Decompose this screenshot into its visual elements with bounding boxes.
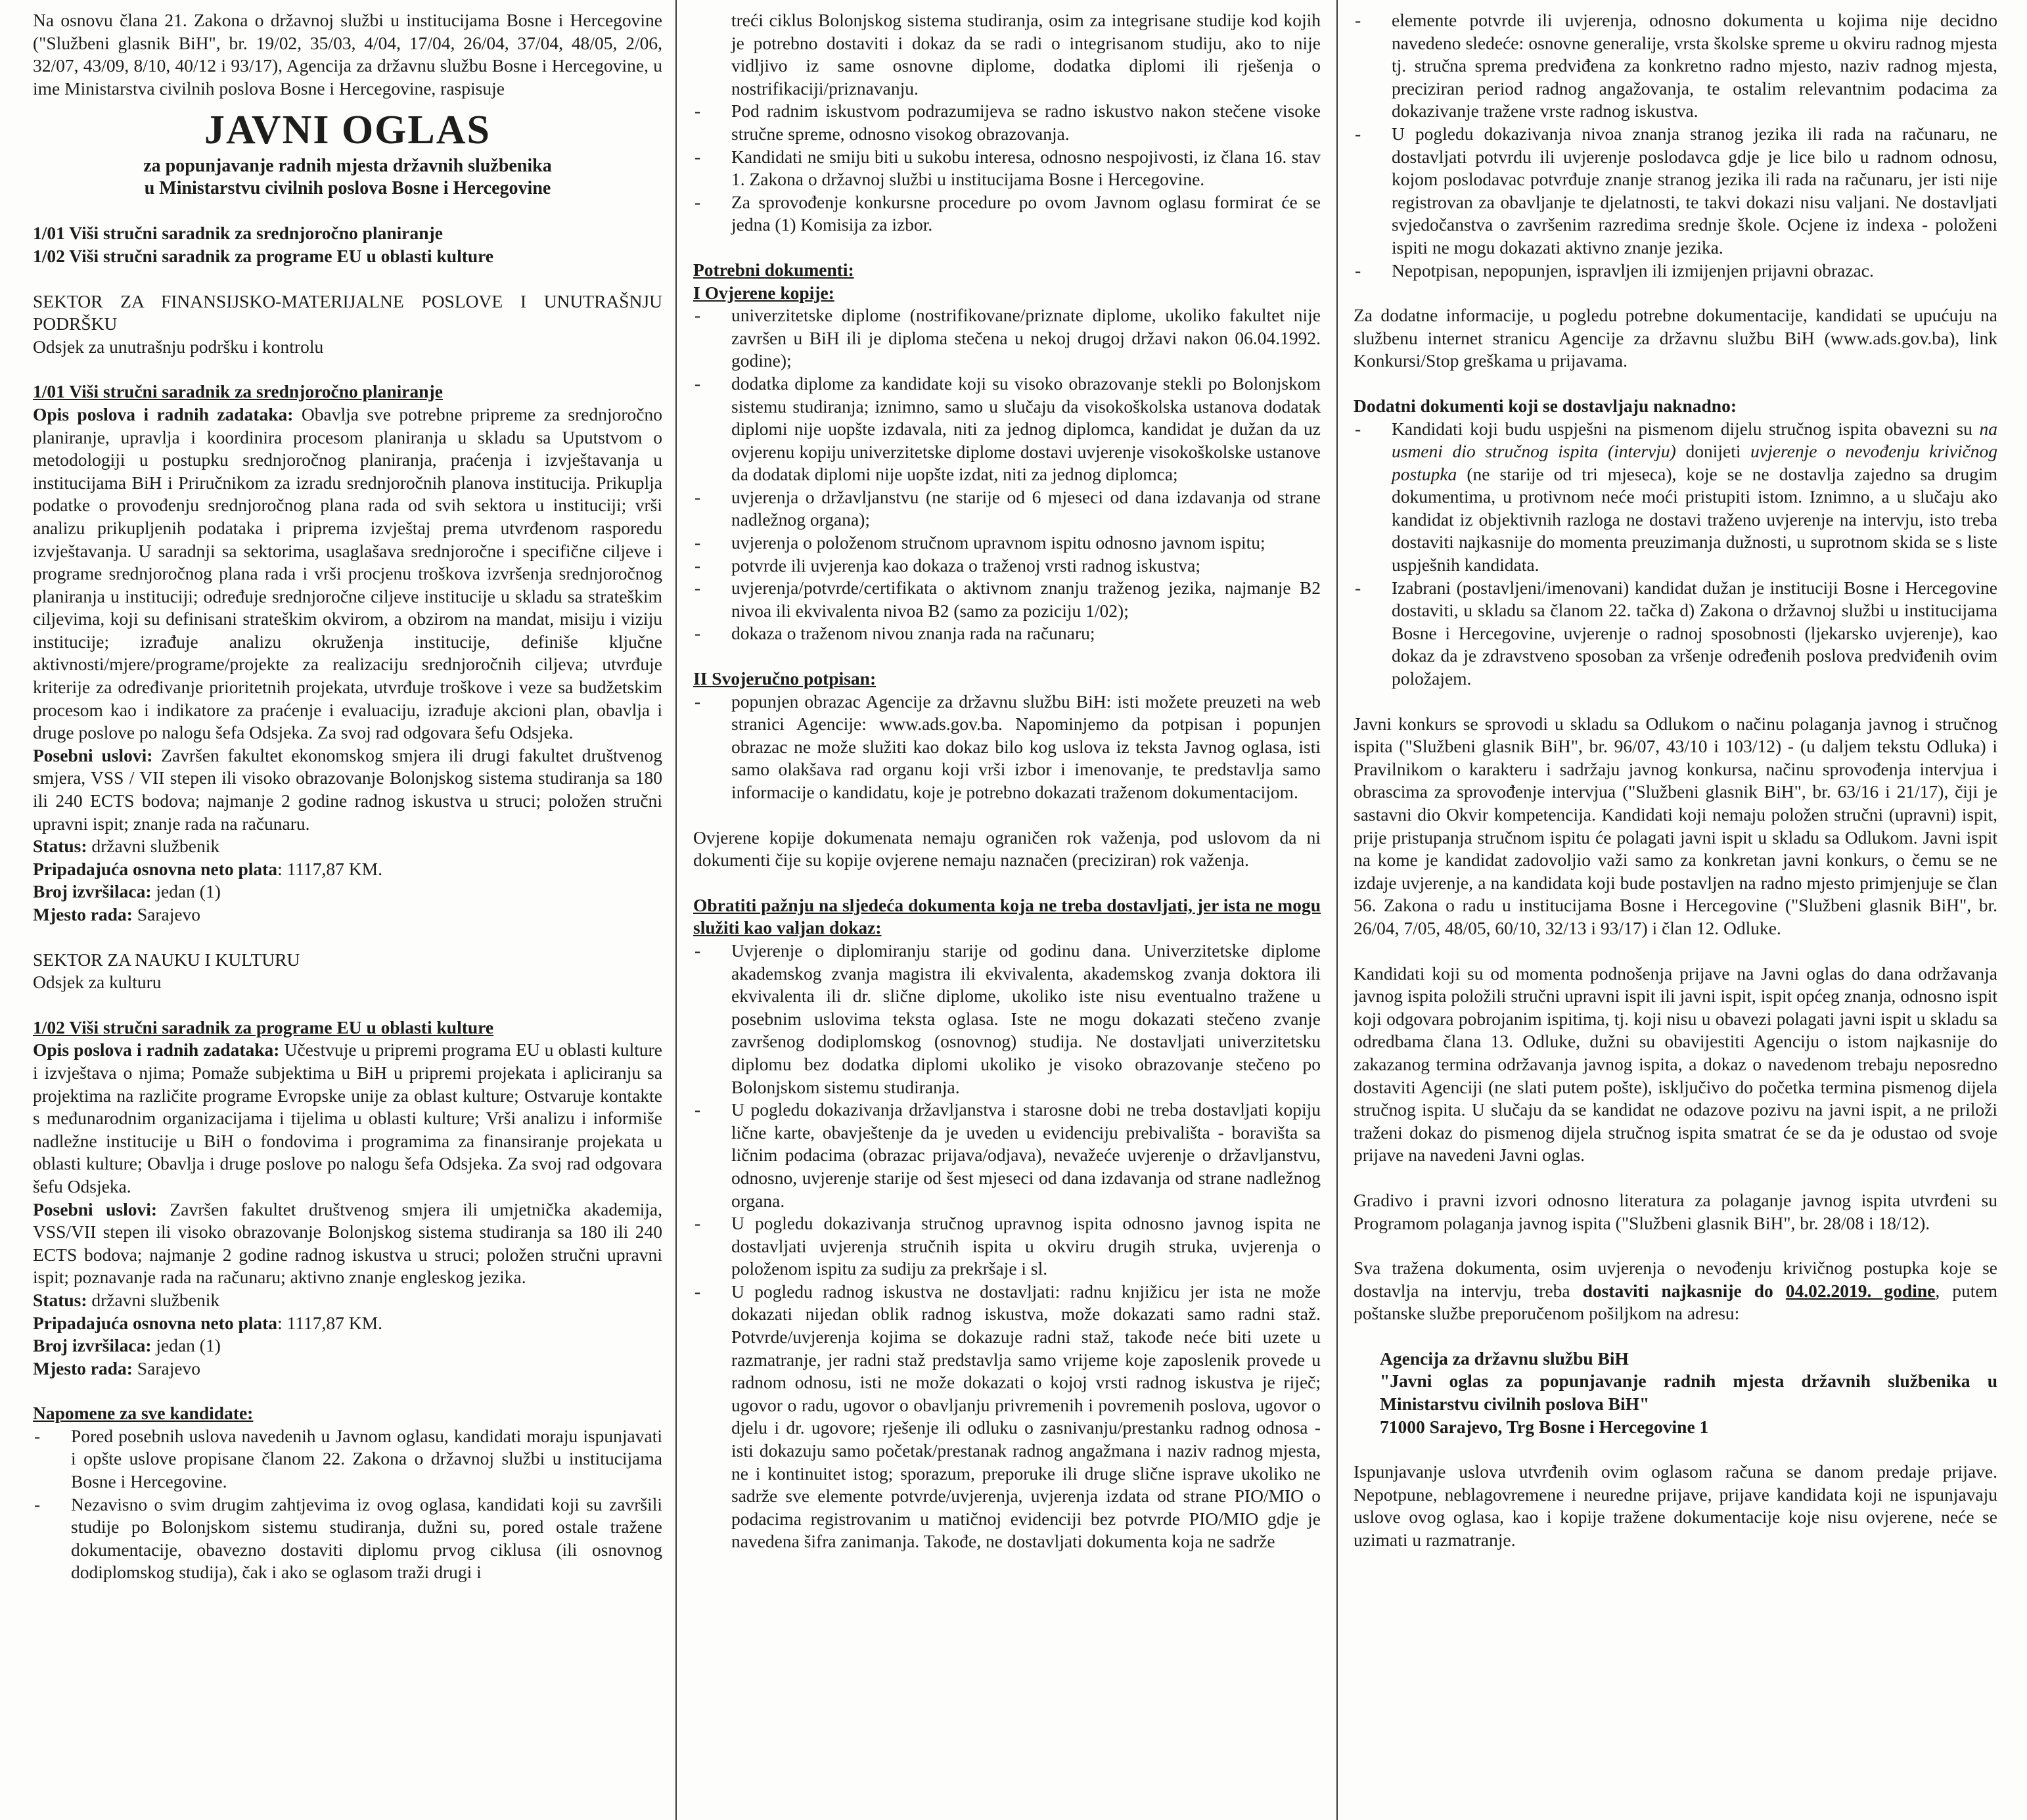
attention-list bbox=[693, 940, 1321, 1553]
position-1-count: Broj izvršilaca: jedan (1) bbox=[33, 881, 221, 902]
list-item: - U pogledu dokazivanja nivoa znanja stranog jezika ili rada na računaru, ne dostavljati potvrdu ili uvjerenje poslodavca gdje je lice bilo u radnom odnosu, kojom poslodavac potvrđuje znanje stranog jezika ili rada na računaru, jer isti nije registrovan za obavljanje te djelatnosti, te takvi dokazi nisu valjani. Ne dostavljati svjedočanstva o završenim razredima srednje škole. Ocjene iz indexa - položeni ispiti ne mogu dokazati aktivno znanje jezika. bbox=[1354, 123, 1997, 260]
list-item: - Nezavisno o svim drugim zahtjevima iz ovog oglasa, kandidati koji su završili studije po Bolonjskom sistemu studiranja, dužni su, pored ostale tražene dokumentacije, obavezno dostaviti diplomu prvog ciklusa (ili osnovnog dodiplomskog studija), čak i ako se oglasom traži drugi i bbox=[33, 1493, 662, 1584]
sector-1: SEKTOR ZA FINANSIJSKO-MATERIJALNE POSLOVE I UNUTRAŠNJU PODRŠKU bbox=[33, 290, 662, 334]
documents-list-2 bbox=[693, 691, 1321, 804]
position-2-title: 1/02 Viši stručni saradnik za programe EU u oblasti kulture bbox=[33, 245, 494, 266]
intro-paragraph: Na osnovu člana 21. Zakona o državnoj službi u institucijama Bosne i Hercegovine ("Službeni glasnik BiH", br. 19/02, 35/03, 4/04, 17/04, 26/04, 37/04, 48/05, 2/06, 32/07, 43/09, 8/10, 40/12 i 93/17), Agencija za državnu službu Bosne i Hercegovine, u ime Ministarstva civilnih poslova Bosne i Hercegovine, raspisuje bbox=[33, 10, 662, 99]
list-item: - U pogledu dokazivanja državljanstva i starosne dobi ne treba dostavljati kopiju lične karte, obavještenje da je uveden u evidenciju prebivališta - boravišta sa ličnim podacima (obrazac prijava/odjava), nevažeće uvjerenje o državljanstvu, odnosno, uvjerenje starije od šest mjeseci od dana izdavanja od strane nadležnog organa. bbox=[693, 1099, 1321, 1212]
documents-list-1 bbox=[693, 304, 1321, 645]
position-1-title: 1/01 Viši stručni saradnik za srednjoročno planiranje bbox=[33, 223, 443, 244]
list-item: - univerzitetske diplome (nostrifikovane/priznate diplome, ukoliko fakultet nije završen u BiH ili je diploma stečena u nekoj drugoj državi nakon 06.04.1992. godine); bbox=[693, 304, 1321, 373]
announcement-subtitle-1: za popunjavanje radnih mjesta državnih službenika bbox=[143, 156, 552, 177]
position-1-description: Opis poslova i radnih zadataka: Obavlja sve potrebne pripreme za srednjoročno planiranje, upravlja i koordinira procesom planiranja u skladu sa Uputstvom o metodologiji u postupku srednjoročnog planiranja, praćenja i izvještavanja u institucijama BiH i Priručnikom za izradu srednjoročnih planova institucija. Prikuplja podatke o provođenju srednjoročnog plana rada od svih sektora u instituciji; vrši analizu prikupljenih podataka i priprema izvještaj prema utvrđenom rasporedu izvještavanja. U saradnji sa sektorima, usaglašava srednjoročne i specifične ciljeve i programe srednjoročnog plana rada i vrši procjenu troškova izvršenja srednjoročnog planiranja u instituciji; određuje srednjoročne ciljeve institucije u skladu sa strateškim ciljevima, koji su definisani strateškim okvirom, a obzirom na mandat, misiju i viziju institucije; izrađuje analizu okruženja institucije, definiše ključne aktivnosti/mjere/programe/projekte za realizaciju srednjoročnih ciljeva; utvrđuje kriterije za određivanje prioritetnih projekata, utvrđuje troškove i veze sa budžetskim procesom kao i indikatore za praćenje i evaluaciju, izrađuje akcioni plan, obavlja i druge poslove po nalogu šefa Odsjeka. Za svoj rad odgovara šefu Odsjeka. bbox=[33, 403, 662, 743]
additional-docs-heading: Dodatni dokumenti koji se dostavljaju naknadno: bbox=[1354, 395, 1737, 416]
list-item: - dokaza o traženom nivou znanja rada na računaru; bbox=[693, 622, 1321, 645]
position-2-status: Status: državni službenik bbox=[33, 1289, 220, 1310]
position-1-salary: Pripadajuća osnovna neto plata: 1117,87 KM. bbox=[33, 858, 382, 879]
announcement-subtitle-2: u Ministarstvu civilnih poslova Bosne i Hercegovine bbox=[144, 178, 551, 199]
list-item: - uvjerenja o državljanstvu (ne starije od 6 mjeseci od dana izdavanja od strane nadležnog organa); bbox=[693, 486, 1321, 532]
list-item: - potvrde ili uvjerenja kao dokaza o traženoj vrsti radnog iskustva; bbox=[693, 555, 1321, 578]
info-paragraph: Za dodatne informacije, u pogledu potrebne dokumentacije, kandidati se upućuju na službenu internet stranicu Agencije za državnu službu BiH (www.ads.gov.ba), link Konkursi/Stop greškama u prijavama. bbox=[1354, 305, 1997, 371]
additional-docs-list bbox=[1354, 418, 1997, 691]
position-2-salary: Pripadajuća osnovna neto plata: 1117,87 KM. bbox=[33, 1312, 382, 1333]
address-agency: Agencija za državnu službu BiH bbox=[1380, 1348, 1629, 1369]
column-1 bbox=[33, 9, 662, 1820]
deadline-paragraph: Sva tražena dokumenta, osim uvjerenja o nevođenju krivičnog postupka koje se dostavlja na intervju, treba dostaviti najkasnije do 04.02.2019. godine, putem poštanske službe preporučenom pošiljkom na adresu: bbox=[1354, 1258, 1997, 1324]
list-item: - elemente potvrde ili uvjerenja, odnosno dokumenta u kojima nije decidno navedeno sledeće: osnovne generalije, vrsta školske spreme u okviru radnog mjesta tj. stručna sprema predviđena za konkretno radno mjesto, naziv radnog mjesta, preciziran period radnog angažovanja, te ostalim relevantnim podacima za dokazivanje tražene vrste radnog iskustva. bbox=[1354, 9, 1997, 123]
announcement-title: JAVNI OGLAS bbox=[204, 108, 491, 153]
column-divider bbox=[675, 0, 677, 1820]
list-item: - uvjerenja/potvrde/certifikata o aktivnom znanju traženog jezika, najmanje B2 nivoa ili ekvivalenta nivoa B2 (samo za poziciju 1/02); bbox=[693, 577, 1321, 622]
list-item: - U pogledu radnog iskustva ne dostavljati: radnu knjižicu jer ista ne može dokazati nijedan oblik radnog iskustva, može dokazati samo radni staž. Potvrde/uvjerenja kojima se dokazuje radni staž, takođe neće biti uzete u razmatranje, jer radni staž predstavlja samo vrijeme koje zaposlenik provede u radnom odnosu, isti ne može dokazati o kojoj vrsti radnog iskustva je riječ; ugovor o radu, ugovor o obavljanju privremenih i povremenih poslova, ugovor o djelu i dr. ugovore; rješenje ili odluku o zasnivanju/prestanku radnog odnosa - isti dokazuju samo početak/prestanak radnog angažmana i naziv radnog mjesta, ne i kontinuitet istog; sporazum, preporuke ili druge slične isprave ukoliko ne sadrže sve elemente potvrde/uvjerenja, uvjerenja izdata od strane PIO/MIO o podacima registrovanim u matičnoj evidenciji bez potvrde PIO/MIO gdje je navedena šifra zanimanja. Takođe, ne dostavljati dokumenta koja ne sadrže bbox=[693, 1281, 1321, 1553]
column-divider bbox=[1336, 0, 1338, 1820]
documents-subheading-1: I Ovjerene kopije: bbox=[693, 282, 834, 303]
notes-heading: Napomene za sve kandidate: bbox=[33, 1403, 254, 1424]
address-subject: "Javni oglas za popunjavanje radnih mjesta državnih službenika u Ministarstvu civilnih poslova BiH" bbox=[1380, 1371, 1997, 1415]
column-2 bbox=[693, 9, 1321, 1820]
notes-list-continued bbox=[693, 9, 1321, 237]
list-item: - popunjen obrazac Agencije za državnu službu BiH: isti možete preuzeti na web stranici Agencije: www.ads.gov.ba. Napominjemo da potpisan i popunjen obrazac ne može služiti kao dokaz bilo kog uslova iz teksta Javnog oglasa, isti samo olakšava rad organu koji vrši izbor i imenovanje, te predstavlja samo informacije o kandidatu, koje je potrebno dokazati traženom dokumentacijom. bbox=[693, 691, 1321, 804]
position-2-place: Mjesto rada: Sarajevo bbox=[33, 1357, 201, 1378]
literature-paragraph: Gradivo i pravni izvori odnosno literatura za polaganje javnog ispita utvrđeni su Programom polaganja javnog ispita ("Službeni glasnik BiH", br. 28/08 i 18/12). bbox=[1354, 1189, 1997, 1233]
notes-list bbox=[33, 1425, 662, 1584]
list-item: - Pod radnim iskustvom podrazumijeva se radno iskustvo nakon stečene visoke stručne spreme, odnosno visokog obrazovanja. bbox=[693, 100, 1321, 145]
position-2-count: Broj izvršilaca: jedan (1) bbox=[33, 1335, 221, 1356]
list-item: - Uvjerenje o diplomiranju starije od godinu dana. Univerzitetske diplome akademskog zvanja magistra ili ekvivalenta, akademskog zvanja doktora ili ekvivalenta ili dr. slične diplome, ukoliko iste nisu eventualno tražene u posebnim uslovima teksta oglasa. Iste ne mogu dokazati stečeno zvanje završenog dodiplomskog (osnovnog) studija. Ne dostavljati univerzitetsku diplomu bez dodatka diplomi ukoliko je visoko obrazovanje stečeno po Bolonjskom sistemu studiranja. bbox=[693, 940, 1321, 1099]
position-2-heading: 1/02 Viši stručni saradnik za programe EU u oblasti kulture bbox=[33, 1016, 494, 1037]
public-exam-paragraph: Javni konkurs se sprovodi u skladu sa Odlukom o načinu polaganja javnog i stručnog ispita ("Službeni glasnik BiH", br. 96/07, 43/10 i 103/12) - (u daljem tekstu Odluka) i Pravilnikom o karakteru i sadržaju javnog konkursa, načinu sprovođenja intervjua i obrascima za sprovođenje intervjua ("Službeni glasnik BiH", br. 63/16 i 21/17), čiji je sastavni dio Okvir kompetencija. Kandidati koji nemaju položen stručni (upravni) ispit, prije pristupanja stručnom ispitu će polagati javni ispit u skladu sa Odlukom. Javni ispit na kome je kandidat zadovoljio važi samo za konkretan javni konkurs, o čemu se ne izdaje uvjerenje, a na kandidata koji bude postavljen na radno mjesto primjenjuje se član 56. Zakona o radu u institucijama Bosne i Hercegovine ("Službeni glasnik BiH", br. 26/04, 7/05, 48/05, 60/10, 32/13 i 93/17) i član 12. Odluke. bbox=[1354, 713, 1997, 938]
list-item: - Za sprovođenje konkursne procedure po ovom Javnom oglasu formirat će se jedna (1) Komisija za izbor. bbox=[693, 191, 1321, 237]
position-1-heading: 1/01 Viši stručni saradnik za srednjoročno planiranje bbox=[33, 381, 443, 402]
documents-subheading-2: II Svojeručno potpisan: bbox=[693, 668, 877, 689]
sector-2: SEKTOR ZA NAUKU I KULTURU bbox=[33, 949, 300, 970]
list-item: - U pogledu dokazivanja stručnog upravnog ispita odnosno javnog ispita ne dostavljati uvjerenja stručnih ispita u okviru drugih struka, uvjerenja o položenom ispitu za sudiju za prekršaje i sl. bbox=[693, 1212, 1321, 1281]
position-1-status: Status: državni službenik bbox=[33, 836, 220, 857]
department-1: Odsjek za unutrašnju podršku i kontrolu bbox=[33, 336, 324, 357]
address-street: 71000 Sarajevo, Trg Bosne i Hercegovine 1 bbox=[1380, 1416, 1709, 1437]
list-item: - Nepotpisan, nepopunjen, ispravljen ili izmijenjen prijavni obrazac. bbox=[1354, 260, 1997, 283]
position-1-conditions: Posebni uslovi: Završen fakultet ekonomskog smjera ili drugi fakultet društvenog smjera, VSS / VII stepen ili visoko obrazovanje Bolonjskog sistema studiranja sa 180 ili 240 ECTS bodova; najmanje 2 godine radnog iskustva u struci; položen stručni upravni ispit; znanje rada na računaru. bbox=[33, 744, 662, 834]
list-item: - Pored posebnih uslova navedenih u Javnom oglasu, kandidati moraju ispunjavati i opšte uslove propisane članom 22. Zakona o državnoj službi u institucijama Bosne i Hercegovine. bbox=[33, 1425, 662, 1493]
list-item: - uvjerenja o položenom stručnom upravnom ispitu odnosno javnom ispitu; bbox=[693, 532, 1321, 555]
attention-list-continued bbox=[1354, 9, 1997, 282]
position-2-conditions: Posebni uslovi: Završen fakultet društvenog smjera ili umjetnička akademija, VSS/VII stepen ili visoko obrazovanje Bolonjskog sistema studiranja sa 180 ili 240 ECTS bodova; najmanje 2 godine radnog iskustva u struci; položen stručni upravni ispit; poznavanje rada na računaru; aktivno znanje engleskog jezika. bbox=[33, 1198, 662, 1288]
list-item: - Izabrani (postavljeni/imenovani) kandidat dužan je instituciji Bosne i Hercegovine dostaviti, u skladu sa članom 22. tačka d) Zakona o državnoj službi u institucijama Bosne i Hercegovine, uvjerenje o radnoj sposobnosti (ljekarsko uvjerenje), kao dokaz da je zdravstveno sposoban za vršenje određenih poslova predviđenih ovim položajem. bbox=[1354, 577, 1997, 691]
position-1-place: Mjesto rada: Sarajevo bbox=[33, 904, 201, 924]
department-2: Odsjek za kulturu bbox=[33, 972, 162, 993]
documents-heading: Potrebni dokumenti: bbox=[693, 259, 854, 280]
certified-copies-note: Ovjerene kopije dokumenata nemaju ograničen rok važenja, pod uslovom da ni dokumenti čije su kopije ovjerene nemaju naznačen (preciziran) rok važenja. bbox=[693, 827, 1321, 871]
list-item: treći ciklus Bolonjskog sistema studiranja, osim za integrisane studije kod kojih je potrebno dostaviti i dokaz da se radi o integrisanom studiju, ako to nije vidljivo iz same osnovne diplome, dodatka diplomi ili rješenja o nostrifikaciji/priznavanju. bbox=[731, 10, 1321, 99]
closing-paragraph: Ispunjavanje uslova utvrđenih ovim oglasom računa se danom predaje prijave. Nepotpune, neblagovremene i neuredne prijave, prijave kandidata koji ne ispunjavaju uslove ovog oglasa, kao i kopije tražene dokumentacije koje nisu ovjerene, neće se uzimati u razmatranje. bbox=[1354, 1461, 1997, 1551]
list-item: - dodatka diplome za kandidate koji su visoko obrazovanje stekli po Bolonjskom sistemu studiranja; iznimno, samo u slučaju da visokoškolska ustanova dodatak diplomi nije uopšte izdavala, niti za jednog diplomca, kandidat je dužan da uz ovjerenu kopiju univerzitetske diplome dostavi uvjerenje visokoškolske ustanove da dodatak diplomi nije uopšte izdat, niti za jednog diplomca; bbox=[693, 373, 1321, 486]
attention-heading: Obratiti pažnju na sljedeća dokumenta koja ne treba dostavljati, jer ista ne mogu služiti kao valjan dokaz: bbox=[693, 894, 1321, 938]
position-2-description: Opis poslova i radnih zadataka: Učestvuje u pripremi programa EU u oblasti kulture i izvještava o njima; Pomaže subjektima u BiH u pripremi projekata i apliciranju sa projektima na različite programe Evropske unije za oblast kulture; Ostvaruje kontakte s međunarodnim organizacijama i tijelima u oblasti kulture; Vrši analizu i informiše nadležne institucije u BiH o fondovima i programima za finansiranje projekata u oblasti kulture; Obavlja i druge poslove po nalogu šefa Odsjeka. Za svoj rad odgovara šefu Odsjeka. bbox=[33, 1039, 662, 1196]
candidates-paragraph: Kandidati koji su od momenta podnošenja prijave na Javni oglas do dana održavanja javnog ispita položili stručni upravni ispit ili javni ispit, ispit općeg znanja, odnosno ispit koji odgovara pobrojanim ispitima, tj. koji nisu u obavezi polagati javni ispit u skladu sa odredbama člana 13. Odluke, dužni su obavijestiti Agenciju o istom najkasnije do zakazanog termina održavanja javnog ispita, a dokaz o navedenom trebaju neposredno dostaviti Agenciji (ne slati putem pošte), isključivo do početka termina pismenog dijela stručnog ispita. U slučaju da se kandidat ne odazove pozivu na javni ispit, a ne priloži traženi dokaz do pismenog dijela stručnog ispita smatrat će se da je odustao od svoje prijave na navedeni Javni oglas. bbox=[1354, 963, 1997, 1166]
list-item: - Kandidati koji budu uspješni na pismenom dijelu stručnog ispita obavezni su na usmeni dio stručnog ispita (intervju) donijeti uvjerenje o nevođenju krivičnog postupka (ne starije od tri mjeseca), koje se ne dostavlja zajedno sa drugim dokumentima, u protivnom neće moći pristupiti istom. Iznimno, a u slučaju ako kandidat iz objektivnih razloga ne dostavi traženo uvjerenje na intervju, isto treba dostaviti najkasnije do momenta preuzimanja dužnosti, u suprotnom skida se s liste uspješnih kandidata. bbox=[1354, 418, 1997, 577]
column-3 bbox=[1354, 9, 1997, 1820]
list-item: - Kandidati ne smiju biti u sukobu interesa, odnosno nespojivosti, iz člana 16. stav 1. Zakona o državnoj službi u institucijama Bosne i Hercegovine. bbox=[693, 146, 1321, 191]
